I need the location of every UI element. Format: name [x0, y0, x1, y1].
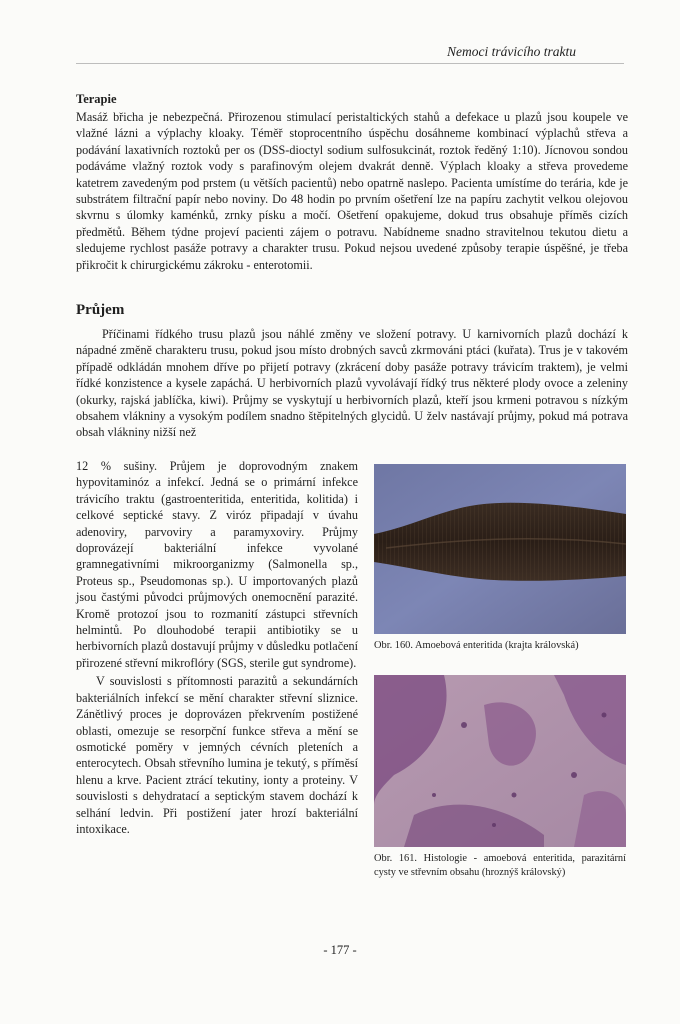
- section-heading-prujem: Průjem: [76, 302, 125, 318]
- running-head-text: Nemoci trávicího traktu: [447, 44, 576, 59]
- figure-161-caption: Obr. 161. Histologie - amoebová enteritida, parazitární cysty ve střevním obsahu (hroznýš královský): [374, 853, 626, 878]
- paragraph-terapie: Masáž břicha je nebezpečná. Přirozenou stimulací peristaltických stahů a defekace u plazů jsou koupele ve vlažné lázni a výplachy kloaky. Téměř stoprocentního úspěchu dosáhneme kombinací výplachů střeva a podávání laxativních roztoků per os (DSS-dioctyl sodium sulfosukcinát, roztok ředěný 1:10). Jícnovou sondou podáváme vlažný roztok vody s parafinovým olejem dvakrát denně. Výplach kloaky a střeva provedeme katetrem zavedeným pod prstem (u větších pacientů) nebo opatrně naslepo. Pacienta umístíme do terária, kde je substrátem filtrační papír nebo noviny. Do 48 hodin po prvním ošetření lze na papíru zachytit velkou olejovou skvrnu s úlomky kaménků, zrnky písku a močí. Ošetření opakujeme, dokud trus obsahuje příměs cizích předmětů. Během týdne projeví pacienti zájem o potravu. Nabídneme snadno stravitelnou tekutou dietu a sledujeme rychlost pasáže potravy a charakter trusu. Pokud nejsou uvedené způsoby terapie úspěšné, je třeba přikročit k chirurgickému zákroku - enterotomii.: [76, 110, 628, 272]
- figure-160-caption: Obr. 160. Amoebová enteritida (krajta královská): [374, 640, 579, 651]
- paragraph-infections: V souvislosti s přítomnosti parazitů a sekundárních bakteriálních infekcí se mění charakter střevní sliznice. Zánětlivý proces je doprovázen překrvením postižené oblasti, omezuje se resorpční funkce střeva a mění se osmotické poměry v jemných cévních pleteních a enterocytech. Obsah střevního lumina je tekutý, s příměsí hlenu a krve. Pacient ztrácí tekutiny, ionty a proteiny. V souvislosti s dehydratací a septickým stavem dochází k selhání ledvin. Při postižení jater hrozí bakteriální intoxikace.: [76, 674, 358, 836]
- intestine-photo: [374, 464, 626, 634]
- paragraph-prujem-continued: 12 % sušiny. Průjem je doprovodným znakem hypovitaminóz a infekcí. Jedná se o primární infekce trávicího traktu (gastroenteritida, enteritida, kolitida) i celkové septické stavy. Z viróz připadají v úvahu adenoviry, parvoviry a paramyxoviry. Průjmy doprovázejí bakteriální infekce vyvolané gramnegativními mikroorganizmy (Salmonella sp., Proteus sp., Pseudomonas sp.). U importovaných plazů jsou častými původci průjmových onemocnění parazité. Kromě protozoí jsou to rozmanití zástupci střevních helmintů. Po dlouhodobé terapii antibiotiky se u herbivorních plazů dostavují průjmy v důsledku potlačení přirozené střevní mikroflóry (SGS, sterile gut syndrome).: [76, 459, 358, 670]
- figure-161: [374, 675, 626, 879]
- left-text-column: [76, 458, 358, 837]
- page-number: - 177 -: [323, 943, 357, 957]
- figure-160: [374, 464, 626, 653]
- running-head: [76, 44, 624, 64]
- paragraph-prujem-intro: Příčinami řídkého trusu plazů jsou náhlé změny ve složení potravy. U karnivorních plazů dochází k nápadné změně charakteru trusu, pokud jsou místo drobných savců zkrmováni ptáci (kuřata). Trus je v takovém případě odkládán mnohem dříve po přijetí potravy (zkrácení doby pasáže potravy trávicím traktem), je velmi řídké konzistence a kysele zapáchá. U herbivorních plazů vyvolávají řídký trus některé plody ovoce a zeleniny (okurky, rajská jablíčka, kiwi). Průjmy se vyskytují u herbivorních plazů, kteří jsou krmeni potravou s nízkým obsahem vlákniny a vysokým podílem snadno štěpitelných glycidů. U želv nastávají průjmy, pokud má potrava obsah vlákniny nižší než: [76, 327, 628, 440]
- histology-photo: [374, 675, 626, 847]
- section-heading-terapie: Terapie: [76, 92, 117, 106]
